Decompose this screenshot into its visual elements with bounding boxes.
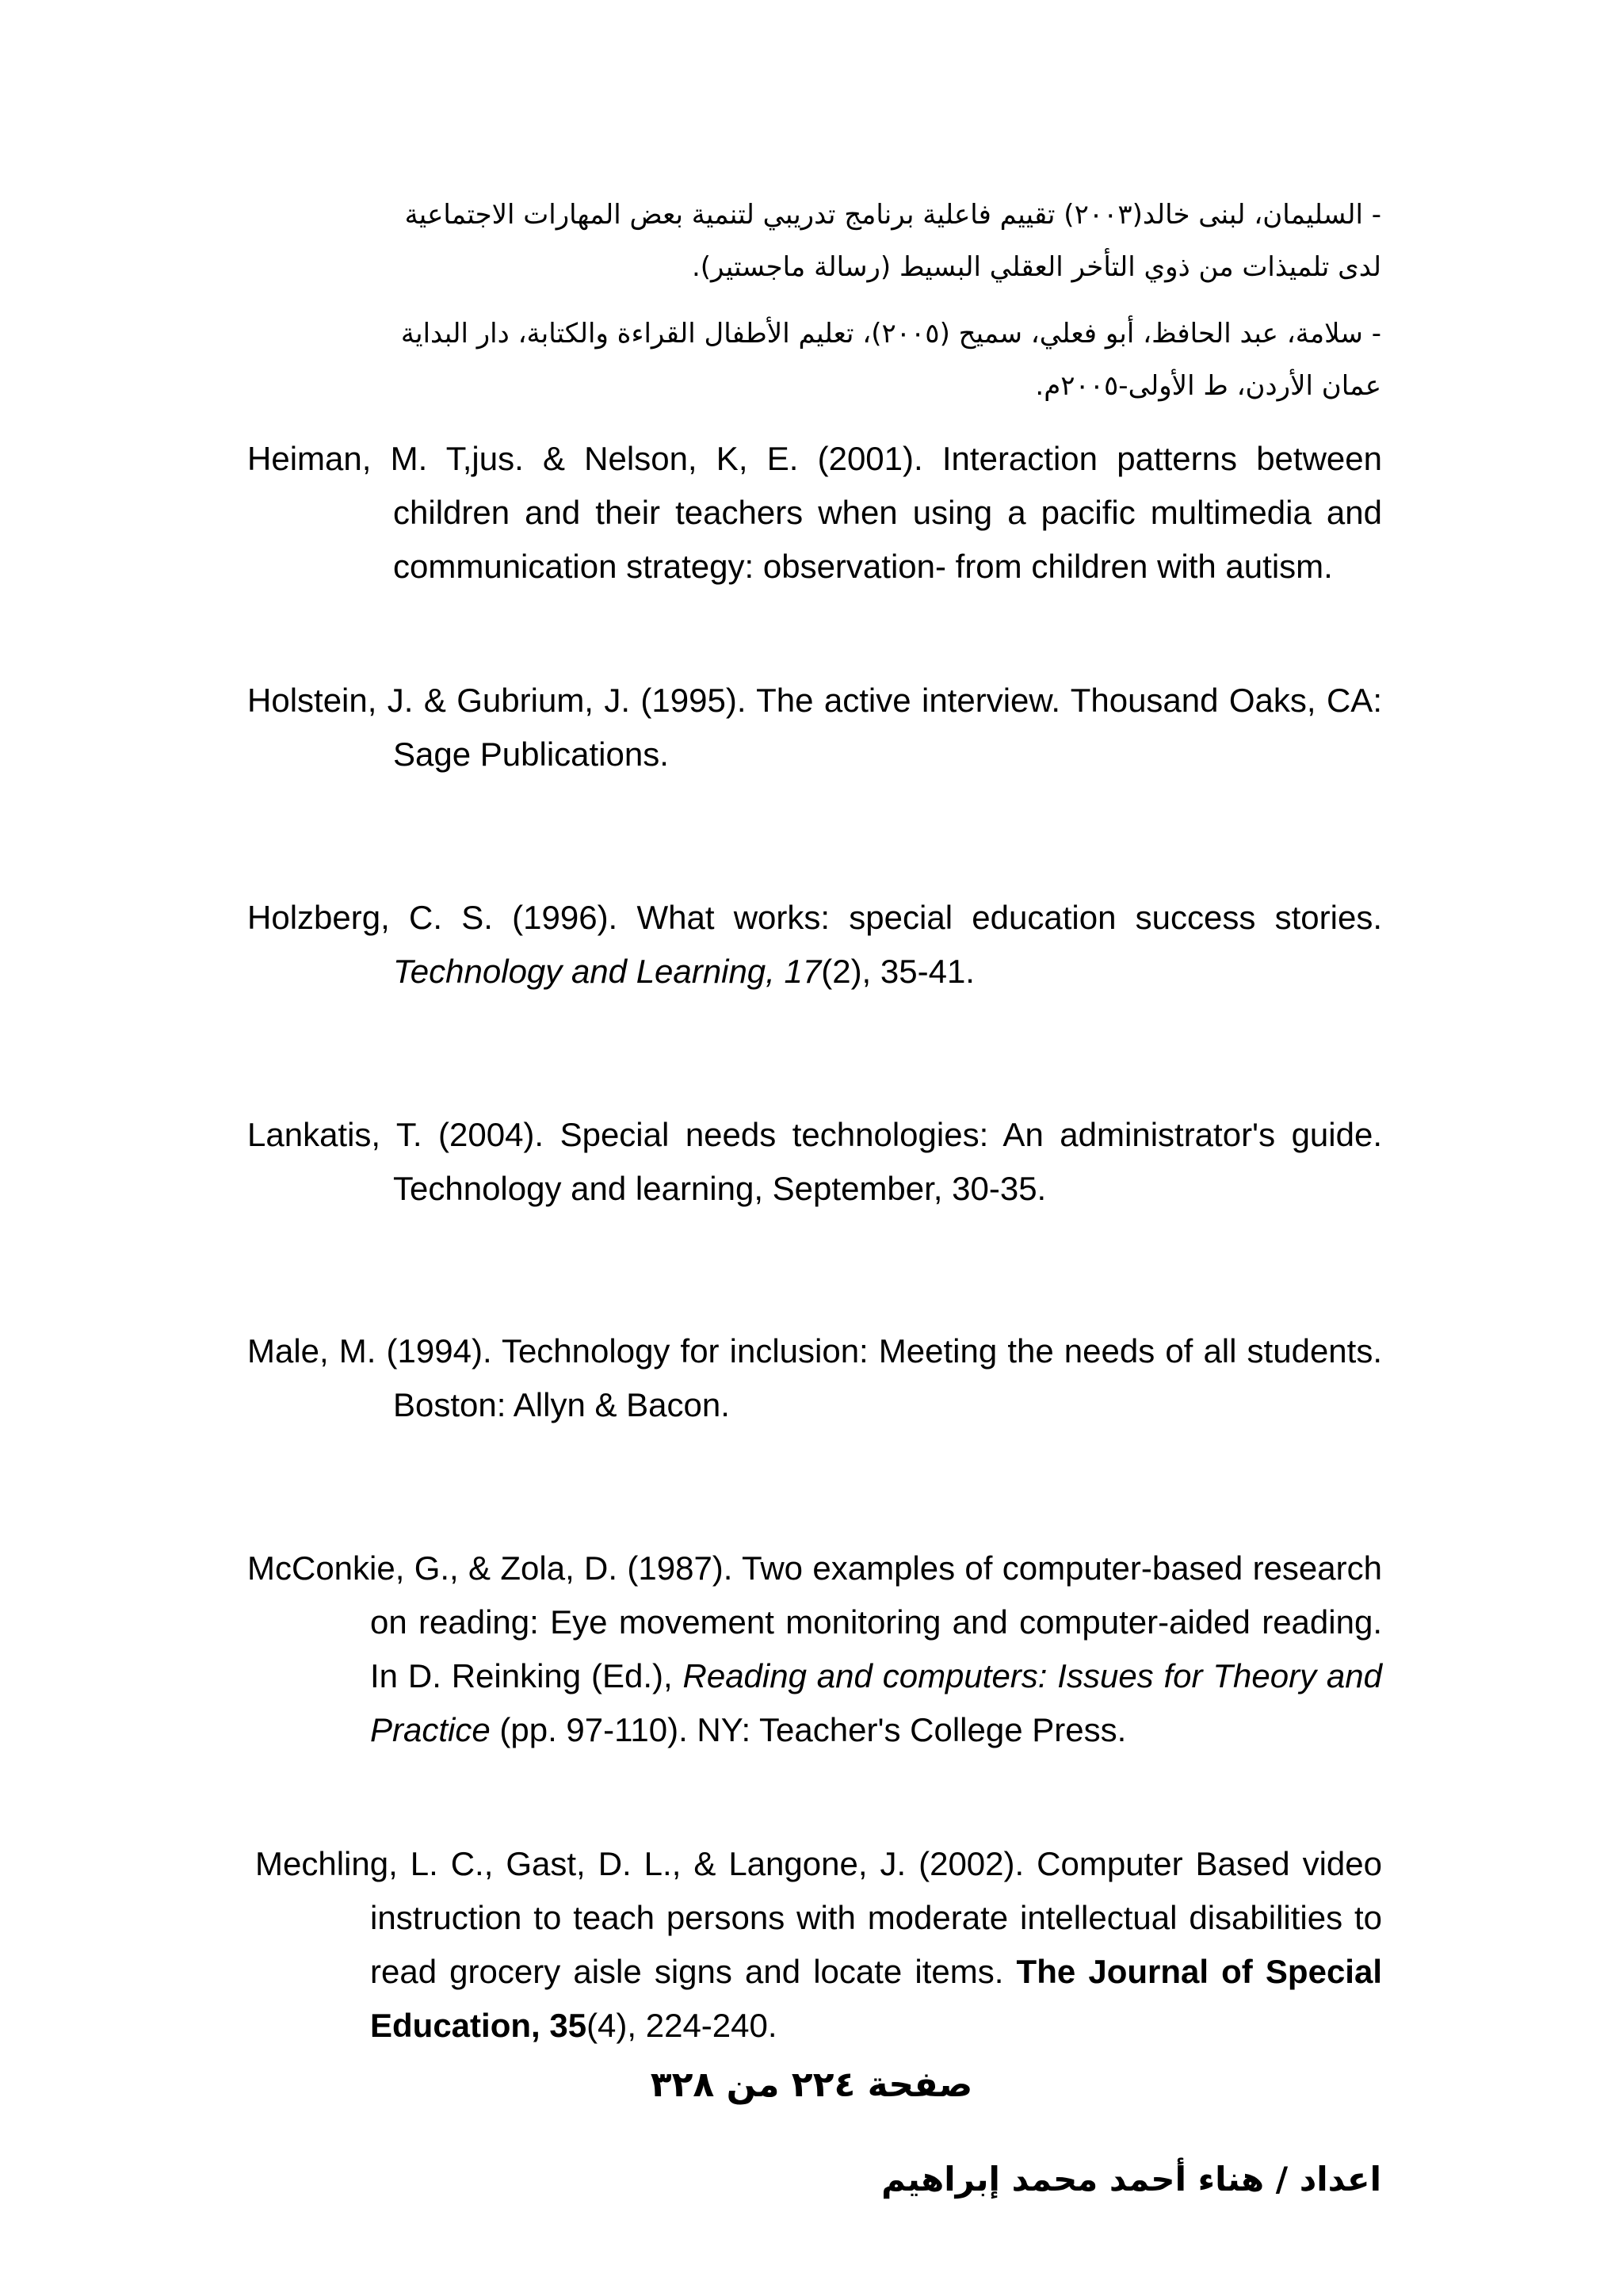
reference-lankatis: Lankatis, T. (2004). Special needs technologies: An administrator's guide. Technology and learning, September, 30-35. [247, 1116, 1382, 1207]
reference-text: Mechling, L. C., Gast, D. L., & Langone, J. (2002). Computer Based video instruction to teach persons with moderate intellectual disabilities to read grocery aisle signs and locate items. [255, 1845, 1382, 1990]
reference-text: (pp. 97-110). NY: Teacher's College Press. [490, 1711, 1127, 1748]
reference-text: Holzberg, C. S. (1996). What works: special education success stories. [247, 899, 1382, 936]
reference-line: عمان الأردن، ط الأولى-٢٠٠٥م. [1035, 370, 1381, 402]
book-title: Reading and computers: Issues for Theory and Practice [370, 1657, 1383, 1748]
reference-mechling [255, 1837, 1382, 2053]
reference-line: - سلامة، عبد الحافظ، أبو فعلي، سميح (٢٠٠٥)، تعليم الأطفال القراءة والكتابة، دار البداية [400, 318, 1381, 350]
reference-holstein: Holstein, J. & Gubrium, J. (1995). The active interview. Thousand Oaks, CA: Sage Publications. [247, 682, 1382, 773]
reference-holzberg [247, 891, 1382, 999]
reference-mcconkie [247, 1541, 1382, 1757]
reference-text: (4), 224-240. [586, 2007, 777, 2044]
reference-male: Male, M. (1994). Technology for inclusion: Meeting the needs of all students. Boston: Allyn & Bacon. [247, 1332, 1382, 1423]
journal-title: Technology and Learning, 17 [393, 953, 822, 990]
reference-sulaiman [268, 189, 1381, 293]
reference-text: (2), 35-41. [821, 953, 975, 990]
reference-text: McConkie, G., & Zola, D. (1987). Two examples of computer-based research on reading: Eye movement monitoring and computer-aided reading. In D. Reinking (Ed.), [247, 1549, 1382, 1694]
journal-title: The Journal of Special Education, 35 [370, 1953, 1382, 2044]
author-credit: اعداد / هناء أحمد محمد إبراهيم [881, 2160, 1381, 2199]
page-number: صفحة ٢٢٤ من ٣٢٨ [650, 2065, 973, 2105]
reference-salama [268, 308, 1381, 412]
reference-line: لدى تلميذات من ذوي التأخر العقلي البسيط (رسالة ماجستير). [691, 251, 1381, 283]
reference-line: - السليمان، لبنى خالد(٢٠٠٣) تقييم فاعلية برنامج تدريبي لتنمية بعض المهارات الاجتماعية [404, 199, 1381, 231]
reference-heiman: Heiman, M. T,jus. & Nelson, K, E. (2001). Interaction patterns between children and their teachers when using a pacific multimedia and communication strategy: observation- from children with autism. [247, 440, 1382, 585]
